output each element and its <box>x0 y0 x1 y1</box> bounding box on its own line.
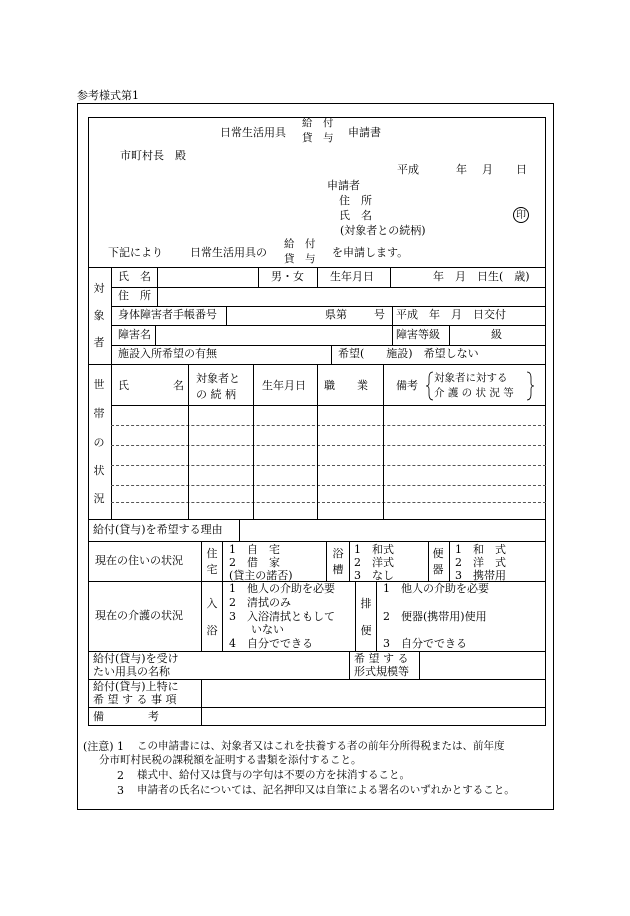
reason-label: 給付(貸与)を希望する理由 <box>93 523 223 536</box>
care-bath-opt-4[interactable]: 4 自分でできる <box>229 637 313 650</box>
target-char-2: 象 <box>93 309 105 322</box>
target-address-label: 住 所 <box>118 289 151 302</box>
tub-opt-2[interactable]: 2 洋式 <box>354 556 394 569</box>
date-month: 月 <box>482 163 493 176</box>
care-bath-opt-3[interactable]: 3 入浴清拭ともして <box>229 610 335 623</box>
remarks-label: 備 考 <box>93 710 159 723</box>
title-prefix: 日常生活用具 <box>220 126 286 139</box>
note-1-num: 1 <box>117 740 124 753</box>
note-3-num: 3 <box>117 784 124 797</box>
toilet-opt-2[interactable]: 2 洋 式 <box>455 556 506 569</box>
disability-grade-label: 障害等級 <box>396 328 440 341</box>
care-bath-opt-2[interactable]: 2 清拭のみ <box>229 596 291 609</box>
household-remarks-note-2: 介 護 の 状 況 等 <box>434 387 514 399</box>
care-bath-opt-3b: いない <box>229 623 284 636</box>
care-label: 現在の介護の状況 <box>95 609 183 622</box>
housing-label: 現在の住いの状況 <box>95 554 183 567</box>
applicant-relation-label: (対象者との続柄) <box>340 224 426 237</box>
care-bath-opt-1[interactable]: 1 他人の介助を必要 <box>229 582 335 595</box>
grade-unit: 級 <box>491 328 502 341</box>
request-suffix: を申請します。 <box>332 246 409 259</box>
request-taiyo: 貸 与 <box>284 253 316 265</box>
applicant-name-label: 氏 名 <box>339 209 372 222</box>
applicant-label: 申請者 <box>327 179 360 192</box>
household-char-3: の <box>93 436 105 449</box>
household-char-4: 状 <box>93 464 105 477</box>
title-suffix: 申請書 <box>348 126 381 139</box>
house-char-1: 住 <box>206 547 218 560</box>
note-2: 様式中、給付又は貸与の字句は不要の方を抹消すること。 <box>137 769 410 781</box>
excretion-opt-1[interactable]: 1 他人の介助を必要 <box>383 582 489 595</box>
tub-opt-1[interactable]: 1 和式 <box>354 543 394 556</box>
excretion-char-1: 排 <box>360 597 372 610</box>
applicant-address-label: 住 所 <box>339 194 372 207</box>
handbook-pref: 県第 <box>325 308 347 321</box>
item-name-label-2: たい用具の名称 <box>93 665 170 678</box>
house-opt-2[interactable]: 2 借 家 <box>229 556 280 569</box>
household-relation-header-2: の 続 柄 <box>196 388 236 401</box>
house-opt-1[interactable]: 1 自 宅 <box>229 543 280 556</box>
household-job-header: 職 業 <box>324 379 368 392</box>
toilet-opt-3[interactable]: 3 携帯用 <box>455 569 506 582</box>
date-day: 日 <box>516 163 527 176</box>
item-name-label-1: 給付(貸与)を受け <box>93 652 179 665</box>
excretion-opt-2[interactable]: 2 便器(携帯用)使用 <box>383 610 487 623</box>
tub-opt-3[interactable]: 3 なし <box>354 569 394 582</box>
remarks-bracket-icon <box>426 371 534 401</box>
excretion-opt-3[interactable]: 3 自分でできる <box>383 637 467 650</box>
title-kyufu: 給 付 <box>302 117 334 129</box>
target-char-3: 者 <box>93 336 105 349</box>
household-remarks-note-1: 対象者に対する <box>434 372 508 384</box>
request-prefix: 下記により <box>108 246 163 259</box>
special-label-1: 給付(貸与)上特に <box>93 680 179 693</box>
form-number: 参考様式第1 <box>77 89 139 102</box>
issued-date: 平成 年 月 日交付 <box>396 308 506 321</box>
request-kyufu: 給 付 <box>284 238 316 250</box>
note-3: 申請者の氏名については、記名押印又は自筆による署名のいずれかとすること。 <box>137 784 515 796</box>
household-remarks-header: 備考 <box>396 379 418 392</box>
facility-option[interactable]: 希望( 施設) 希望しない <box>338 347 479 360</box>
excretion-char-2: 便 <box>360 624 372 637</box>
request-item: 日常生活用具の <box>190 246 267 259</box>
target-name-label: 氏 名 <box>118 270 151 283</box>
date-year: 年 <box>456 163 467 176</box>
household-relation-header-1: 対象者と <box>196 372 240 385</box>
notes-label: (注意) <box>83 740 114 753</box>
note-1-line-1: この申請書には、対象者又はこれを扶養する者の前年分所得税または、前年度 <box>137 740 505 752</box>
care-bath-char-2: 浴 <box>206 624 218 637</box>
toilet-opt-1[interactable]: 1 和 式 <box>455 543 506 556</box>
house-char-2: 宅 <box>206 563 218 576</box>
gender-selector[interactable]: 男・女 <box>271 270 304 283</box>
handbook-label: 身体障害者手帳番号 <box>118 308 217 321</box>
tub-char-1: 浴 <box>332 547 344 560</box>
household-name-header: 氏 名 <box>118 379 184 392</box>
household-char-1: 世 <box>93 378 105 391</box>
note-1-line-2: 分市町村民税の課税額を証明する書類を添付すること。 <box>99 754 362 766</box>
household-char-2: 帯 <box>93 407 105 420</box>
note-2-num: 2 <box>117 769 124 782</box>
birth-value: 年 月 日生( 歳) <box>433 270 530 283</box>
care-bath-char-1: 入 <box>206 597 218 610</box>
household-birth-header: 生年月日 <box>262 379 306 392</box>
household-char-5: 況 <box>93 492 105 505</box>
seal-mark: 印 <box>513 207 529 223</box>
tub-char-2: 槽 <box>332 563 344 576</box>
date-era: 平成 <box>397 163 419 176</box>
house-opt-3: (貸主の諾否) <box>229 569 293 582</box>
disability-name-label: 障害名 <box>118 328 151 341</box>
toilet-char-1: 便 <box>432 547 444 560</box>
desired-size-label-2: 形式規模等 <box>354 665 409 678</box>
addressee: 市町村長 殿 <box>120 149 186 162</box>
desired-size-label-1: 希 望 す る <box>354 652 409 665</box>
special-label-2: 希 望 す る 事 項 <box>93 693 177 706</box>
handbook-no: 号 <box>374 308 385 321</box>
title-taiyo: 貸 与 <box>302 132 334 144</box>
facility-label: 施設入所希望の有無 <box>118 347 217 360</box>
target-char-1: 対 <box>93 282 105 295</box>
toilet-char-2: 器 <box>432 563 444 576</box>
birth-label: 生年月日 <box>330 270 374 283</box>
